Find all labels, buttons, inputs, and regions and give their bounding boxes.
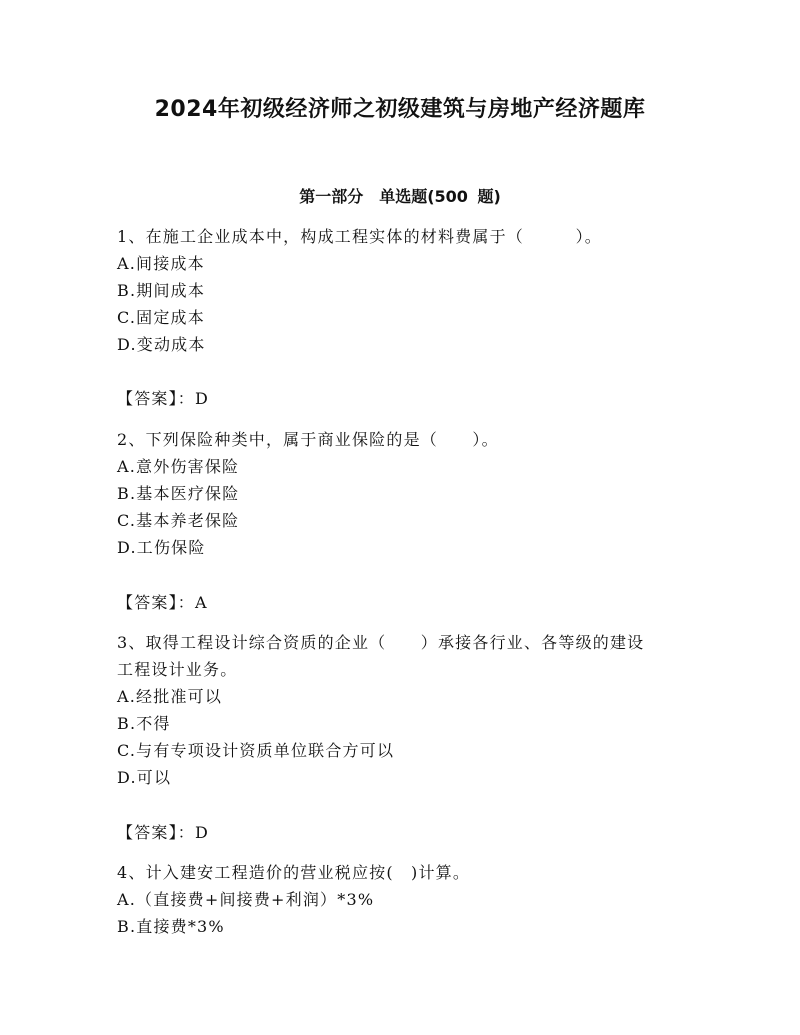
question-3-option-a: A.经批准可以	[117, 687, 223, 706]
question-1-option-a: A.间接成本	[117, 254, 205, 273]
question-1-stem: 1、在施工企业成本中，构成工程实体的材料费属于（ ）。	[117, 227, 602, 246]
question-1-option-d: D.变动成本	[117, 335, 206, 354]
question-2-option-a: A.意外伤害保险	[117, 457, 240, 476]
question-2-option-d: D.工伤保险	[117, 538, 206, 557]
document-title: 2024年初级经济师之初级建筑与房地产经济题库	[154, 97, 646, 122]
section-title: 第一部分 单选题(500 题)	[299, 187, 501, 206]
question-1-option-c: C.固定成本	[117, 308, 205, 327]
question-3-option-c: C.与有专项设计资质单位联合方可以	[117, 741, 395, 760]
question-4-option-b: B.直接费*3%	[117, 917, 225, 936]
question-2-option-b: B.基本医疗保险	[117, 484, 240, 503]
question-4-stem: 4、计入建安工程造价的营业税应按( )计算。	[117, 863, 471, 882]
question-2-stem: 2、下列保险种类中，属于商业保险的是（ ）。	[117, 430, 499, 449]
question-3-answer: 【答案】：D	[117, 823, 210, 842]
question-1-answer: 【答案】：D	[117, 389, 210, 408]
question-2-answer: 【答案】：A	[117, 593, 208, 612]
question-3-option-d: D.可以	[117, 768, 172, 787]
question-3-stem-line2: 工程设计业务。	[117, 660, 238, 679]
question-3-stem: 3、取得工程设计综合资质的企业（ ）承接各行业、各等级的建设	[117, 633, 645, 652]
question-3-option-b: B.不得	[117, 714, 171, 733]
question-4-option-a: A.（直接费+间接费+利润）*3%	[117, 890, 375, 909]
question-2-option-c: C.基本养老保险	[117, 511, 240, 530]
question-1-option-b: B.期间成本	[117, 281, 206, 300]
